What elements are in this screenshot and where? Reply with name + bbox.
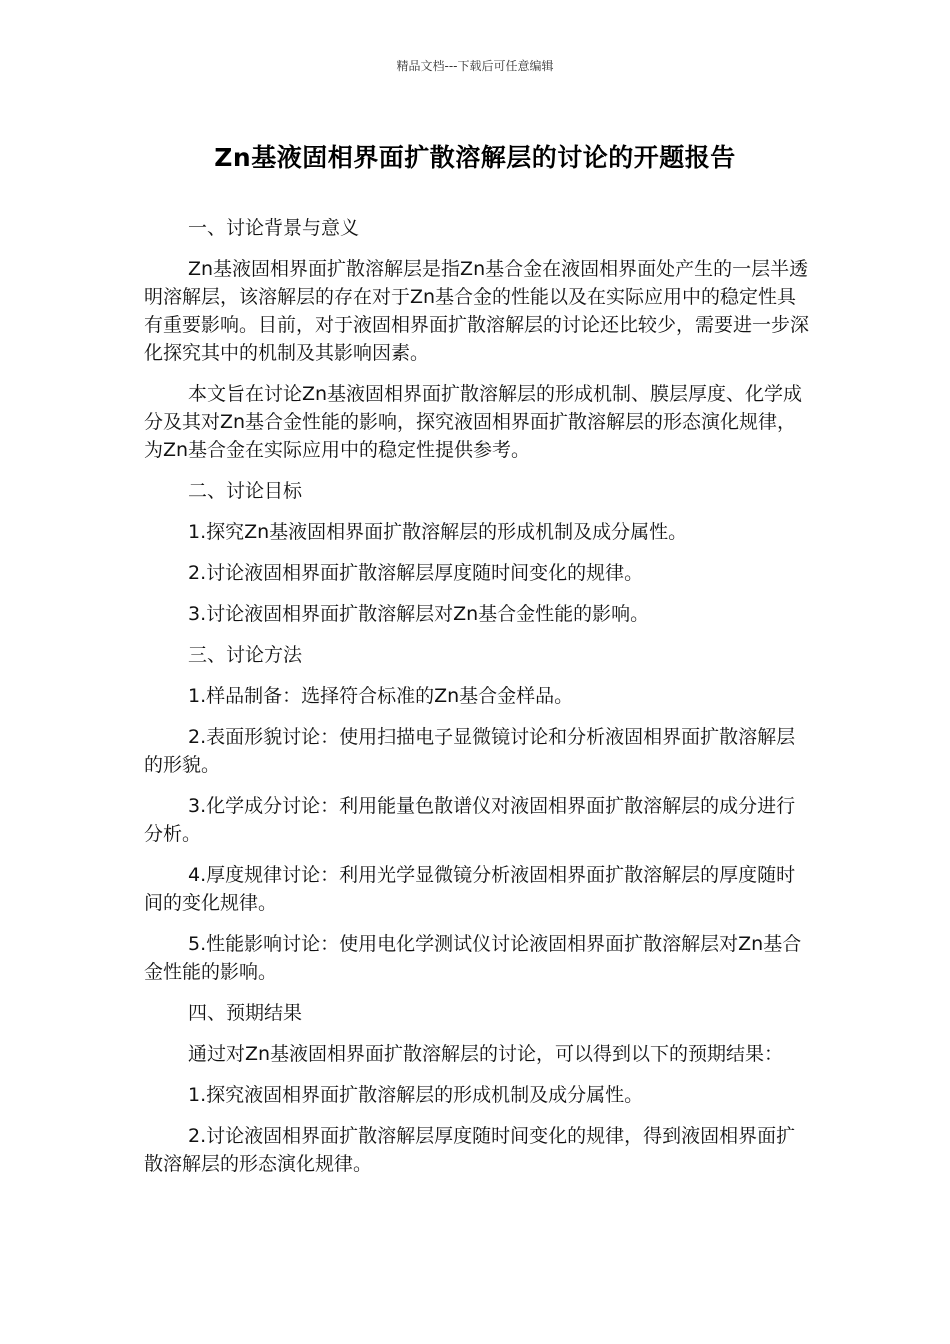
document-title: Zn基液固相界面扩散溶解层的讨论的开题报告 bbox=[214, 143, 736, 172]
method-item-4: 4.厚度规律讨论：利用光学显微镜分析液固相界面扩散溶解层的厚度随时间的变化规律。 bbox=[144, 864, 796, 914]
paragraph-background: Zn基液固相界面扩散溶解层是指Zn基合金在液固相界面处产生的一层半透明溶解层，该溶解层的存在对于Zn基合金的性能以及在实际应用中的稳定性具有重要影响。目前，对于液固相界面扩散溶解层的讨论还比较少，需要进一步深化探究其中的机制及其影响因素。 bbox=[144, 258, 810, 364]
document-body bbox=[144, 214, 809, 1191]
page-header: 精品文档---下载后可任意编辑 bbox=[396, 59, 554, 73]
method-item-1: 1.样品制备：选择符合标准的Zn基合金样品。 bbox=[188, 685, 574, 707]
goal-item-2: 2.讨论液固相界面扩散溶解层厚度随时间变化的规律。 bbox=[188, 562, 644, 584]
paragraph-purpose: 本文旨在讨论Zn基液固相界面扩散溶解层的形成机制、膜层厚度、化学成分及其对Zn基合金性能的影响，探究液固相界面扩散溶解层的形态演化规律，为Zn基合金在实际应用中的稳定性提供参考。 bbox=[144, 383, 803, 461]
goal-item-1: 1.探究Zn基液固相界面扩散溶解层的形成机制及成分属性。 bbox=[188, 521, 688, 543]
section-heading-background: 一、讨论背景与意义 bbox=[188, 217, 360, 239]
goal-item-3: 3.讨论液固相界面扩散溶解层对Zn基合金性能的影响。 bbox=[188, 603, 650, 625]
method-item-3: 3.化学成分讨论：利用能量色散谱仪对液固相界面扩散溶解层的成分进行分析。 bbox=[144, 795, 796, 845]
paragraph-results-intro: 通过对Zn基液固相界面扩散溶解层的讨论，可以得到以下的预期结果： bbox=[188, 1043, 784, 1065]
method-item-2: 2.表面形貌讨论：使用扫描电子显微镜讨论和分析液固相界面扩散溶解层的形貌。 bbox=[144, 726, 796, 776]
section-heading-methods: 三、讨论方法 bbox=[188, 644, 303, 666]
section-heading-results: 四、预期结果 bbox=[188, 1002, 303, 1024]
result-item-1: 1.探究液固相界面扩散溶解层的形成机制及成分属性。 bbox=[188, 1084, 644, 1106]
result-item-2: 2.讨论液固相界面扩散溶解层厚度随时间变化的规律，得到液固相界面扩散溶解层的形态演化规律。 bbox=[144, 1125, 796, 1175]
method-item-5: 5.性能影响讨论：使用电化学测试仪讨论液固相界面扩散溶解层对Zn基合金性能的影响。 bbox=[144, 933, 802, 983]
section-heading-goals: 二、讨论目标 bbox=[188, 480, 303, 502]
